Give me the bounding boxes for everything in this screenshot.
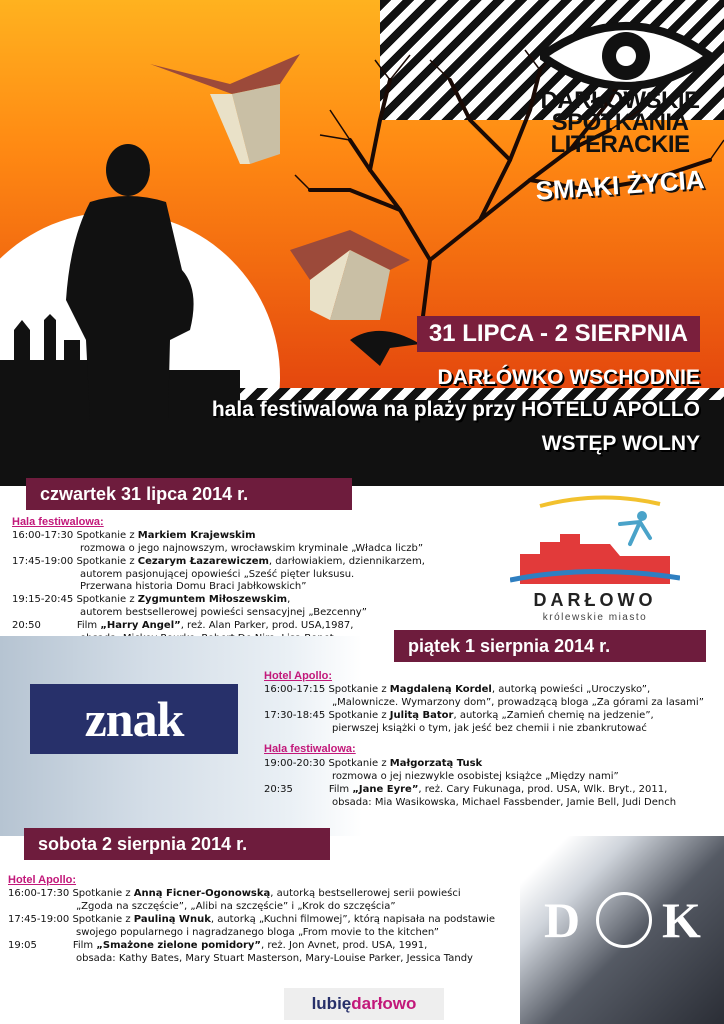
- event-name: Markiem Krajewskim: [137, 530, 256, 541]
- event-text: Spotkanie z: [328, 710, 390, 721]
- event-text: ,: [287, 594, 291, 605]
- event-entry: [12, 594, 482, 619]
- flying-bird-graphic: [350, 320, 420, 366]
- event-entry: [8, 888, 528, 913]
- venue-line-2: hala festiwalowa na plaży przy HOTELU APOLLO: [211, 398, 700, 421]
- event-description: rozmowa o jego najnowszym, wrocławskim kryminale „Władca liczb”: [80, 542, 424, 554]
- venue-label: Hala festiwalowa:: [12, 516, 104, 528]
- event-name: Julitą Bator: [389, 710, 454, 721]
- event-entry: [264, 710, 719, 735]
- festival-title: [520, 87, 720, 158]
- venue-line-1: DARŁÓWKO WSCHODNIE: [437, 366, 700, 389]
- event-text: , reż. Jon Avnet, prod. USA, 1991,: [261, 940, 428, 951]
- event-name: „Smażone zielone pomidory”: [96, 940, 261, 951]
- darlowo-name: DARŁOWO: [533, 590, 657, 610]
- event-name: Magdaleną Kordel: [389, 684, 492, 695]
- event-time: 17:30-18:45: [264, 710, 326, 721]
- event-text: Film: [76, 620, 101, 631]
- event-text: , autorką powieści „Uroczysko”,: [491, 684, 651, 695]
- event-description: obsada: Kathy Bates, Mary Stuart Masterson, Mary-Louise Parker, Jessica Tandy: [76, 952, 473, 964]
- event-text: , darłowiakiem, dziennikarzem,: [268, 556, 425, 567]
- festival-dates: 31 LIPCA - 2 SIERPNIA: [417, 316, 700, 352]
- dok-letter: D: [544, 892, 581, 948]
- event-text: Spotkanie z: [76, 594, 138, 605]
- event-text: Film: [72, 940, 97, 951]
- day-header-friday: piątek 1 sierpnia 2014 r.: [394, 630, 706, 662]
- event-description: „Malownicze. Wymarzony dom”, prowadzącą bloga „Za górami za lasami”: [332, 696, 704, 708]
- event-text: , autorką bestsellerowej serii powieści: [270, 888, 461, 899]
- day-header-thursday: czwartek 31 lipca 2014 r.: [26, 478, 352, 510]
- event-name: Zygmuntem Miłoszewskim: [137, 594, 288, 605]
- event-entry: [264, 784, 719, 809]
- flying-book-graphic: [150, 54, 310, 174]
- dok-letter: K: [662, 892, 701, 948]
- event-text: Spotkanie z: [72, 888, 134, 899]
- znak-logo-text: znak: [84, 691, 184, 747]
- event-entry: [264, 684, 719, 709]
- event-entry: [264, 758, 719, 783]
- festival-eye-logo: [540, 16, 712, 96]
- event-name: „Jane Eyre”: [352, 784, 419, 795]
- event-name: „Harry Angel”: [100, 620, 181, 631]
- dok-logo: [544, 890, 708, 950]
- event-entry: [12, 530, 482, 555]
- event-time: 16:00-17:30: [12, 530, 74, 541]
- flying-book-graphic: [290, 230, 420, 330]
- event-text: , reż. Cary Fukunaga, prod. USA, Wlk. Bryt., 2011,: [418, 784, 668, 795]
- event-text: Spotkanie z: [328, 758, 390, 769]
- event-time: 20:35: [264, 784, 293, 795]
- event-name: Anną Ficner-Ogonowską: [133, 888, 271, 899]
- festival-subtitle: SMAKI ŻYCIA: [534, 164, 706, 206]
- event-time: 17:45-19:00: [12, 556, 74, 567]
- event-time: 19:15-20:45: [12, 594, 74, 605]
- event-description: obsada: Mia Wasikowska, Michael Fassbender, Jamie Bell, Judi Dench: [332, 796, 677, 808]
- event-text: Spotkanie z: [72, 914, 134, 925]
- event-time: 19:05: [8, 940, 37, 951]
- event-text: , autorką „Kuchni filmowej”, którą napisała na podstawie: [210, 914, 496, 925]
- lubie-darlowo-logo: [284, 988, 444, 1020]
- festival-title-line: LITERACKIE: [550, 131, 690, 158]
- festival-title-line: SPOTKANIA: [551, 109, 689, 136]
- event-time: 19:00-20:30: [264, 758, 326, 769]
- event-name: Małgorzatą Tusk: [389, 758, 483, 769]
- event-name: Cezarym Łazarewiczem: [137, 556, 269, 567]
- venue-label: Hotel Apollo:: [264, 670, 333, 682]
- event-description: autorem bestsellerowej powieści sensacyjnej „Bezcenny”: [80, 606, 367, 618]
- event-entry: [8, 940, 528, 965]
- event-text: Spotkanie z: [76, 556, 138, 567]
- footer-logo-part: darłowo: [351, 994, 417, 1013]
- event-name: Pauliną Wnuk: [133, 914, 211, 925]
- event-time: 20:50: [12, 620, 41, 631]
- venue-line-3: WSTĘP WOLNY: [541, 432, 700, 455]
- venue-label: Hala festiwalowa:: [264, 743, 356, 755]
- footer-logo-part: lubię: [311, 994, 352, 1013]
- event-time: 17:45-19:00: [8, 914, 70, 925]
- darlowo-emblem-graphic: [510, 494, 680, 590]
- event-time: 16:00-17:30: [8, 888, 70, 899]
- event-description: swojego popularnego i nagradzanego bloga „From movie to the kitchen”: [76, 926, 439, 938]
- event-text: , autorką „Zamień chemię na jedzenie”,: [453, 710, 654, 721]
- event-text: Film: [328, 784, 353, 795]
- reader-silhouette-graphic: [50, 140, 210, 420]
- event-entry: [12, 556, 482, 594]
- event-description: „Zgoda na szczęście”, „Alibi na szczęście” i „Krok do szczęścia”: [76, 900, 396, 912]
- festival-title-line: DARŁOWSKIE: [540, 87, 700, 114]
- dok-seal-graphic: [596, 892, 652, 948]
- znak-publisher-logo: [30, 684, 238, 754]
- event-text: Spotkanie z: [76, 530, 138, 541]
- event-time: 16:00-17:15: [264, 684, 326, 695]
- hero-banner: [0, 0, 724, 486]
- darlowo-logo: [500, 494, 690, 634]
- event-entry: [8, 914, 528, 939]
- event-description: pierwszej książki o tym, jak jeść bez chemii i nie zbankrutować: [332, 722, 647, 734]
- darlowo-tagline: królewskie miasto: [542, 612, 648, 623]
- event-description: autorem pasjonującej opowieści „Sześć pięter luksusu.: [80, 568, 355, 580]
- event-text: , reż. Alan Parker, prod. USA,1987,: [180, 620, 354, 631]
- event-description: Przerwana historia Domu Braci Jabłkowskich”: [80, 581, 307, 592]
- venue-label: Hotel Apollo:: [8, 874, 77, 886]
- event-text: Spotkanie z: [328, 684, 390, 695]
- event-description: rozmowa o jej niezwykle osobistej książce „Między nami”: [332, 770, 619, 782]
- day-header-saturday: sobota 2 sierpnia 2014 r.: [24, 828, 330, 860]
